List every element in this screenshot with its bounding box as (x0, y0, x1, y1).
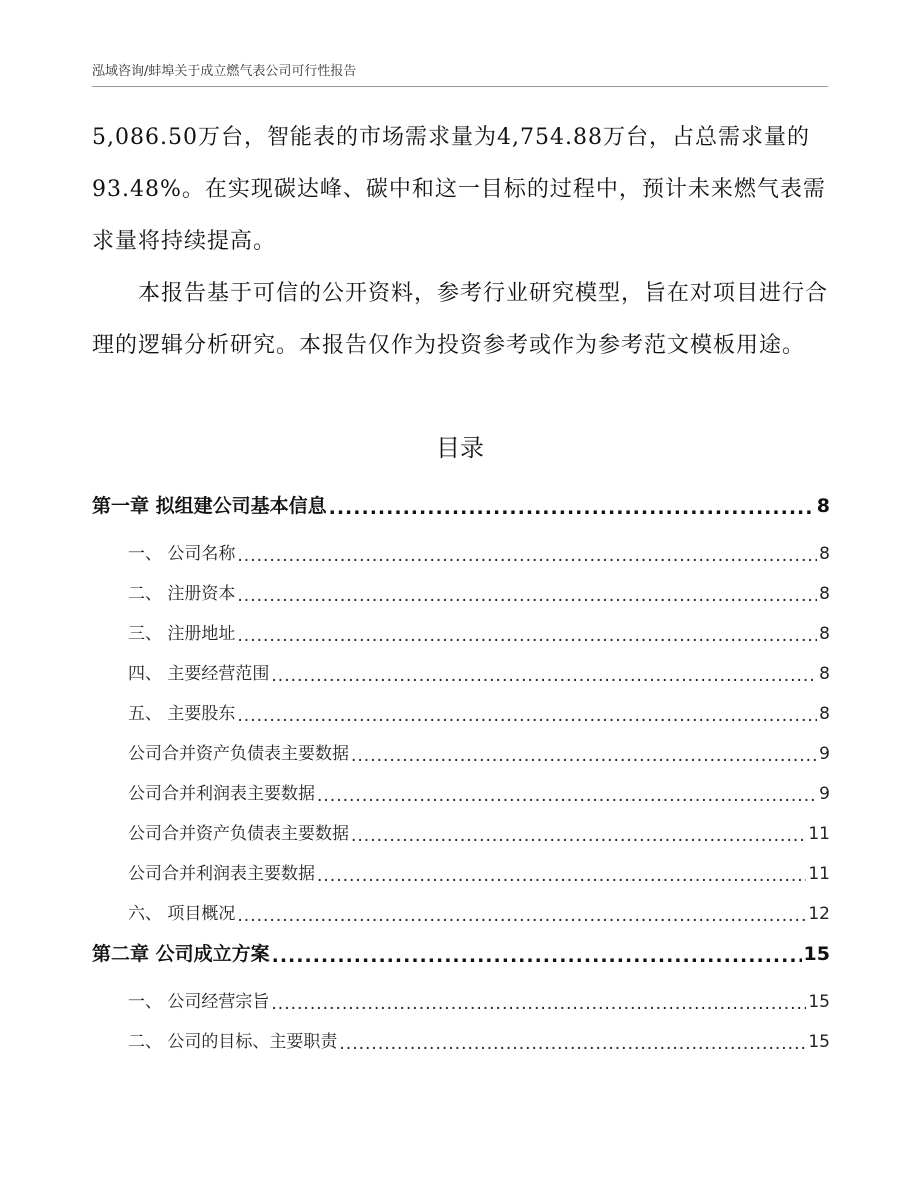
toc-section-entry[interactable] (92, 694, 830, 734)
toc-dot-leader (237, 717, 817, 734)
toc-entry-label: 一、 公司名称 (128, 544, 236, 564)
toc-page-number: 8 (819, 584, 830, 604)
toc-spacer (92, 526, 830, 534)
toc-section-entry[interactable] (92, 734, 830, 774)
toc-page-number: 11 (808, 824, 830, 844)
toc-page-number: 8 (819, 704, 830, 724)
toc-section-entry[interactable] (92, 654, 830, 694)
toc-dot-leader (339, 1045, 806, 1062)
toc-section-entry[interactable] (92, 1022, 830, 1062)
toc-section-entry[interactable] (92, 574, 830, 614)
toc-page-number: 8 (819, 664, 830, 684)
toc-entry-label: 五、 主要股东 (128, 704, 236, 724)
toc-dot-leader (271, 677, 817, 694)
toc-section-entry[interactable] (92, 854, 830, 894)
toc-dot-leader (237, 917, 806, 934)
toc-page-number: 15 (808, 1032, 830, 1052)
toc-section-entry[interactable] (92, 614, 830, 654)
toc-page-number: 15 (803, 943, 830, 965)
toc-entry-label: 公司合并利润表主要数据 (128, 864, 315, 884)
toc-page-number: 11 (808, 864, 830, 884)
toc-entry-label: 六、 项目概况 (128, 904, 236, 924)
toc-chapter-entry[interactable] (92, 934, 830, 974)
toc-dot-leader (271, 1005, 806, 1022)
toc-entry-label: 一、 公司经营宗旨 (128, 992, 270, 1012)
toc-page-number: 8 (819, 624, 830, 644)
toc-dot-leader (272, 955, 802, 974)
toc-dot-leader (317, 797, 817, 814)
toc-section-entry[interactable] (92, 982, 830, 1022)
toc-dot-leader (351, 837, 806, 854)
toc-section-entry[interactable] (92, 894, 830, 934)
header-rule (92, 86, 828, 87)
page-header: 泓域咨询/蚌埠关于成立燃气表公司可行性报告 (92, 64, 357, 79)
toc-spacer (92, 974, 830, 982)
toc-entry-label: 四、 主要经营范围 (128, 664, 270, 684)
toc-entry-label: 二、 注册资本 (128, 584, 236, 604)
body-paragraph-1: 5,086.50万台，智能表的市场需求量为4,754.88万台，占总需求量的93.48%。在实现碳达峰、碳中和这一目标的过程中，预计未来燃气表需求量将持续提高。 (92, 125, 826, 254)
toc-entry-label: 公司合并利润表主要数据 (128, 784, 315, 804)
toc-page-number: 9 (819, 784, 830, 804)
toc-dot-leader (351, 757, 817, 774)
toc-chapter-entry[interactable] (92, 486, 830, 526)
toc-page-number: 8 (819, 544, 830, 564)
toc-entry-label: 第二章 公司成立方案 (92, 943, 270, 965)
toc-dot-leader (237, 597, 817, 614)
toc-page-number: 15 (808, 992, 830, 1012)
toc-dot-leader (237, 637, 817, 654)
toc-entry-label: 三、 注册地址 (128, 624, 236, 644)
body-paragraph-2: 本报告基于可信的公开资料，参考行业研究模型，旨在对项目进行合理的逻辑分析研究。本报告仅作为投资参考或作为参考范文模板用途。 (92, 281, 829, 358)
toc-page-number: 8 (816, 495, 830, 517)
toc-title: 目录 (436, 434, 484, 462)
toc-section-entry[interactable] (92, 534, 830, 574)
toc-section-entry[interactable] (92, 774, 830, 814)
toc-section-entry[interactable] (92, 814, 830, 854)
toc-dot-leader (237, 557, 817, 574)
toc-dot-leader (317, 877, 806, 894)
toc-entry-label: 第一章 拟组建公司基本信息 (92, 495, 327, 517)
toc-entry-label: 二、 公司的目标、主要职责 (128, 1032, 338, 1052)
toc-dot-leader (329, 507, 815, 526)
toc-page-number: 9 (819, 744, 830, 764)
toc-page-number: 12 (808, 904, 830, 924)
toc-entry-label: 公司合并资产负债表主要数据 (128, 744, 349, 764)
toc-entry-label: 公司合并资产负债表主要数据 (128, 824, 349, 844)
table-of-contents (92, 486, 830, 1062)
